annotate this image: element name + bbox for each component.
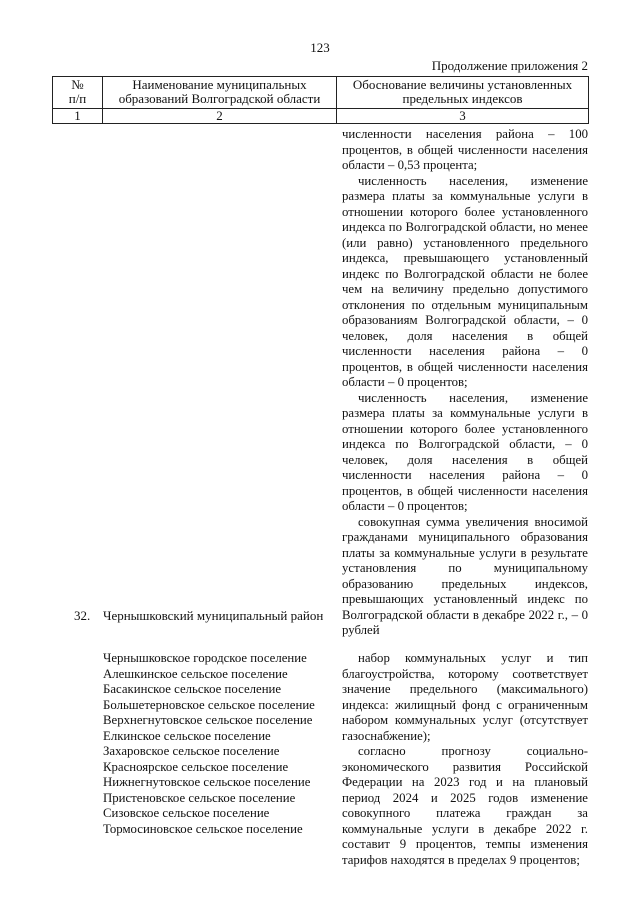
list-item: Тормосиновское сельское поселение <box>103 821 303 836</box>
list-item: Басакинское сельское поселение <box>103 682 282 696</box>
paragraph: набор коммунальных услуг и тип благоустройства, которому соответствует значение предельного (максимального) индекса: жилищный фонд с ограниченным набором коммунальных услуг (отсутствует газоснабжение); <box>342 651 588 743</box>
settlement-list <box>103 651 315 837</box>
header-col-justification-line1: Обоснование величины установленных <box>352 77 573 92</box>
paragraph: численность населения, изменение размера платы за коммунальные услуги в отношении которого более установленного индекса по Волгоградской области, – 0 человек, доля населения в общей численности населения района – 0 процентов, в общей численности населения области – 0 процентов; <box>342 390 588 513</box>
header-col-name-line2: образований Волгоградской области <box>118 91 321 106</box>
list-item: Елкинское сельское поселение <box>103 728 271 743</box>
row-number: 32. <box>74 608 91 623</box>
row-32-justification <box>342 651 588 868</box>
list-item: Алешкинское сельское поселение <box>103 666 288 681</box>
list-item: Нижнегнутовское сельское поселение <box>103 775 311 789</box>
continuation-note: Продолжение приложения 2 <box>431 58 588 73</box>
list-item: Сизовское сельское поселение <box>103 806 270 820</box>
header-col-number <box>53 78 102 106</box>
header-col-number-line2: п/п <box>68 91 87 106</box>
header-col-justification-line2: предельных индексов <box>402 91 523 106</box>
paragraph: численность населения, изменение размера платы за коммунальные услуги в отношении которого более установленного индекса по Волгоградской области, но менее (или равно) установленного предельного индекса, превышающего установленный индекс по Волгоградской области не более чем на величину предельно допустимого отклонения по отдельным муниципальным образованиям Волгоградской области, – 0 человек, доля населения в общей численности населения района – 0 процентов, в общей численности населения области – 0 процентов; <box>342 173 588 389</box>
paragraph: совокупная сумма увеличения вносимой гражданами муниципального образования платы за коммунальные услуги в результате установления по муниципальному образованию предельных индексов, превышающих установленный индекс по Волгоградской области в декабре 2022 г., – 0 рублей <box>342 514 588 637</box>
header-col-justification <box>337 78 588 106</box>
header-col-name <box>103 78 336 106</box>
col-index-2: 2 <box>216 108 223 123</box>
paragraph: согласно прогнозу социально-экономического развития Российской Федерации на 2023 год и на плановый период 2024 и 2025 годов изменение совокупного платежа граждан за коммунальные услуги в декабре 2022 г. составит 9 процентов, темпы изменения тарифов находятся в пределах 9 процентов; <box>342 744 588 867</box>
list-item: Чернышковское городское поселение <box>103 651 307 665</box>
paragraph: численности населения района – 100 процентов, в общей численности населения области – 0,53 процента; <box>342 127 588 172</box>
col-index-1: 1 <box>74 108 81 123</box>
list-item: Верхнегнутовское сельское поселение <box>103 713 313 727</box>
region-name: Чернышковский муниципальный район <box>103 608 324 623</box>
list-item: Большетерновское сельское поселение <box>103 697 315 712</box>
table-number-row-divider <box>52 123 589 124</box>
list-item: Красноярское сельское поселение <box>103 759 289 774</box>
header-col-number-line1: № <box>71 77 84 92</box>
table-border-right <box>588 76 589 124</box>
list-item: Пристеновское сельское поселение <box>103 790 296 805</box>
page-number: 123 <box>310 40 330 55</box>
previous-row-justification <box>342 127 588 639</box>
col-index-3: 3 <box>459 108 466 123</box>
header-col-name-line1: Наименование муниципальных <box>132 77 307 92</box>
list-item: Захаровское сельское поселение <box>103 744 280 758</box>
